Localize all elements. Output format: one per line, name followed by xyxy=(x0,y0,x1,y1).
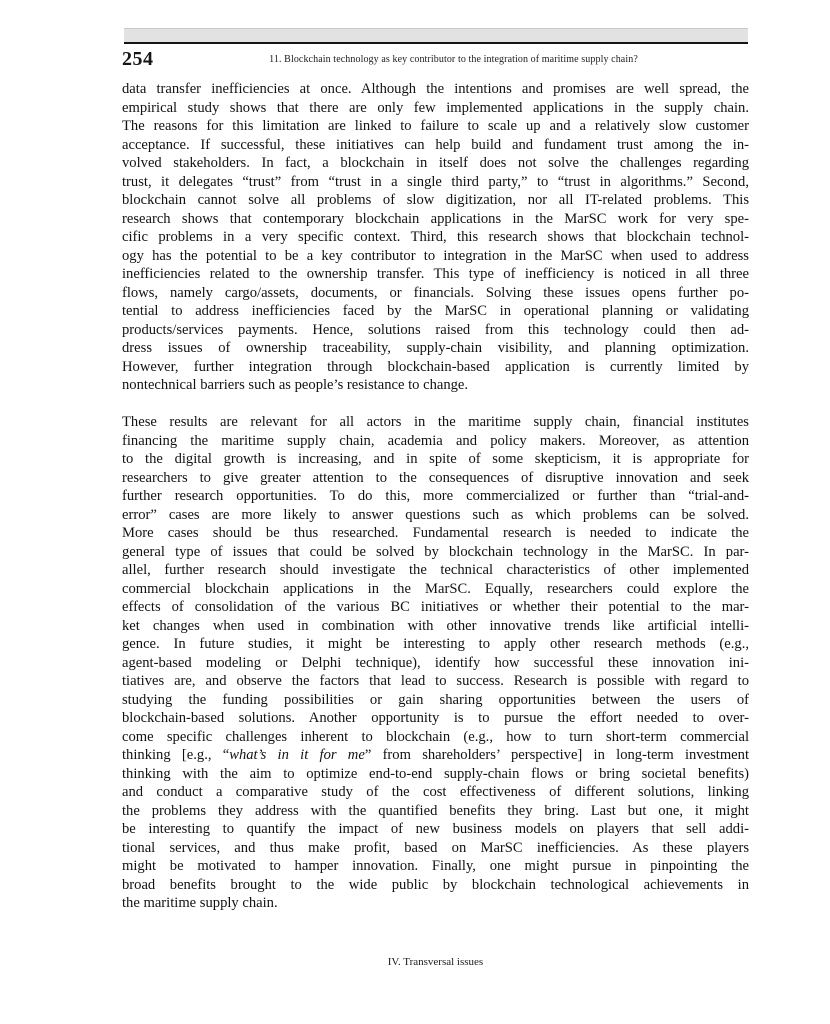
text-line: error” cases are more likely to answer questions such as which problems can be solved. xyxy=(122,506,749,523)
text-line: dress issues of ownership traceability, supply-chain visibility, and planning optimization. xyxy=(122,340,749,356)
text-line: and conduct a comparative study of the cost effectiveness of different solutions, linking xyxy=(122,784,749,800)
text-line: flows, namely cargo/assets, documents, or financials. Solving these issues opens further po- xyxy=(122,284,749,301)
text-line: empirical study shows that there are only few implemented applications in the supply chain. xyxy=(122,99,749,116)
text-line: tential to address inefficiencies faced by the MarSC in operational planning or validating xyxy=(122,303,749,319)
text-line: tiatives are, and observe the factors that lead to success. Research is possible with regard to xyxy=(122,673,749,689)
text-line: tional services, and thus make profit, based on MarSC inefficiencies. As these players xyxy=(122,839,749,856)
text-line: nontechnical barriers such as people’s resistance to change. xyxy=(122,377,469,393)
text-line: ogy has the potential to be a key contributor to integration in the MarSC when used to address xyxy=(122,247,749,264)
text-line: cific problems in a very specific context. Third, this research shows that blockchain technol- xyxy=(122,229,749,245)
text-line: further research opportunities. To do this, more commercialized or further than “trial-and- xyxy=(122,488,749,504)
text-line: allel, further research should investigate the technical characteristics of other implemented xyxy=(122,562,749,578)
text-line: general type of issues that could be solved by blockchain technology in the MarSC. In par- xyxy=(122,543,749,560)
text-line: More cases should be thus researched. Fundamental research is needed to indicate the xyxy=(122,525,749,541)
text-line: researchers to give greater attention to the consequences of disruptive innovation and seek xyxy=(122,469,749,486)
text-line: thinking with the aim to optimize end-to-end supply-chain flows or bring societal benefits) xyxy=(122,765,749,782)
page-body xyxy=(122,80,749,913)
text-line: effects of consolidation of the various BC initiatives or whether their potential to the mar- xyxy=(122,599,749,615)
text-line: the problems they address with the quantified benefits they bring. Last but one, it might xyxy=(122,802,749,819)
text-line: blockchain cannot solve all problems of slow digitization, nor all IT-related problems. This xyxy=(122,192,749,208)
text-line: might be motivated to hamper innovation. Finally, one might pursue in pinpointing the xyxy=(122,858,749,874)
header-rule xyxy=(124,28,748,44)
paragraph xyxy=(122,80,749,395)
text-line: acceptance. If successful, these initiatives can help build and fundament trust among the in- xyxy=(122,136,749,153)
text-line: products/services payments. Hence, solutions raised from this technology could then ad- xyxy=(122,321,749,338)
text-line: These results are relevant for all actors in the maritime supply chain, financial institutes xyxy=(122,414,749,430)
text-line: blockchain-based solutions. Another opportunity is to pursue the effort needed to over- xyxy=(122,710,749,726)
text-line: commercial blockchain applications in the MarSC. Equally, researchers could explore the xyxy=(122,580,749,597)
running-header: 11. Blockchain technology as key contributor to the integration of maritime supply chain? xyxy=(269,54,638,65)
text-line: data transfer inefficiencies at once. Although the intentions and promises are well spread, the xyxy=(122,81,749,97)
text-line: come specific challenges inherent to blockchain (e.g., how to turn short-term commercial xyxy=(122,728,749,745)
text-line: studying the funding possibilities or gain sharing opportunities between the users of xyxy=(122,691,749,708)
text-line: broad benefits brought to the wide public by blockchain technological achievements in xyxy=(122,876,749,893)
text-line: research shows that contemporary blockchain applications in the MarSC work for very spe- xyxy=(122,210,749,227)
text-line: However, further integration through blockchain-based application is currently limited by xyxy=(122,358,749,375)
text-line: the maritime supply chain. xyxy=(122,895,278,911)
text-line: to the digital growth is increasing, and in spite of some skepticism, it is appropriate for xyxy=(122,451,749,467)
text-line: gence. In future studies, it might be interesting to apply other research methods (e.g., xyxy=(122,636,749,652)
text-line: financing the maritime supply chain, academia and policy makers. Moreover, as attention xyxy=(122,432,749,449)
text-line: inefficiencies related to the ownership transfer. This type of inefficiency is noticed in all three xyxy=(122,266,749,282)
text-line: The reasons for this limitation are linked to failure to scale up and a relatively slow customer xyxy=(122,118,749,134)
section-footer: IV. Transversal issues xyxy=(387,956,484,968)
text-line: agent-based modeling or Delphi technique), identify how successful these innovation ini- xyxy=(122,654,749,671)
text-line: thinking [e.g., “what’s in it for me” from shareholders’ perspective] in long-term investment xyxy=(122,747,749,763)
paragraph xyxy=(122,413,749,913)
text-line: ket changes when used in combination with other innovative trends like artificial intelli- xyxy=(122,617,749,634)
text-line: trust, it delegates “trust” from “trust in a single third party,” to “trust in algorithms.” Second, xyxy=(122,173,749,190)
text-line: volved stakeholders. In fact, a blockchain in itself does not solve the challenges regarding xyxy=(122,155,749,171)
page-number: 254 xyxy=(122,48,154,70)
text-line: be interesting to quantify the impact of new business models on players that sell addi- xyxy=(122,821,749,837)
